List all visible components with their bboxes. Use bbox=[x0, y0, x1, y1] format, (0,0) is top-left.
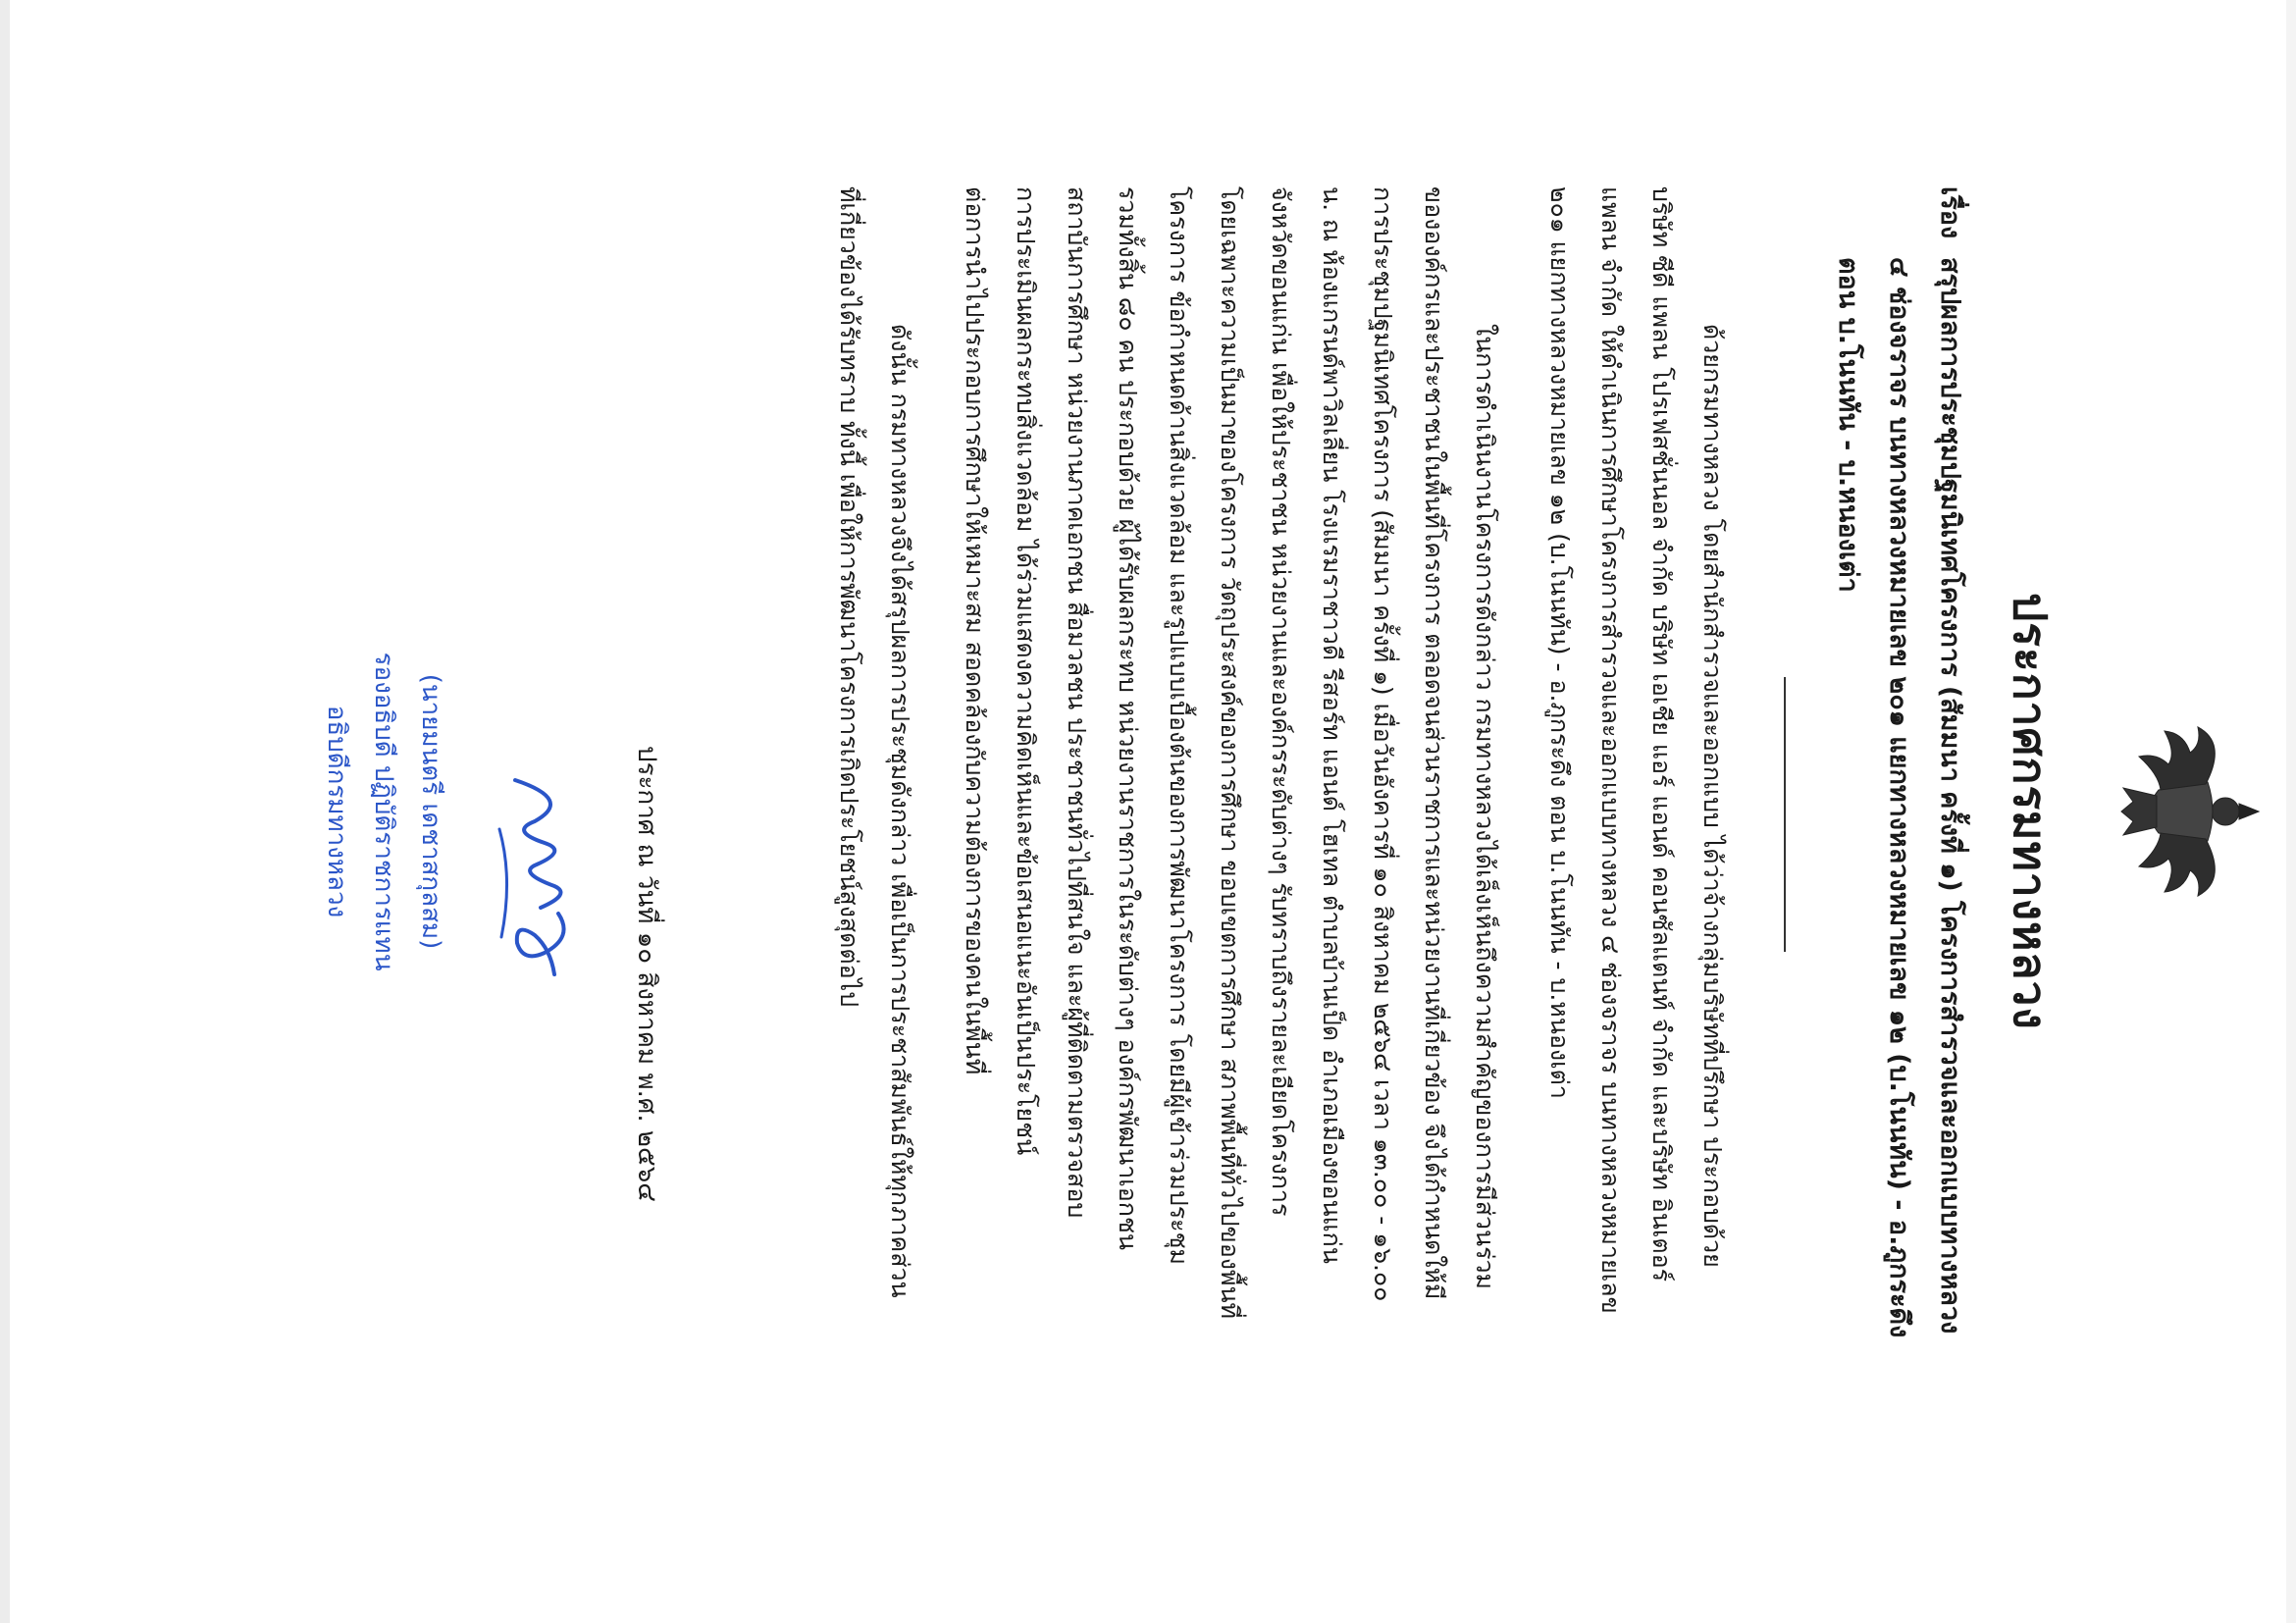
body-line: ที่เกี่ยวข้องได้รับทราบ ทั้งนี้ เพื่อให้การพัฒนาโครงการเกิดประโยชน์สูงสุดต่อไป bbox=[835, 186, 863, 1008]
subject-line: ๔ ช่องจราจร บนทางหลวงหมายเลข ๒๐๑ แยกทางหลวงหมายเลข ๑๒ (บ.โนนทัน) - อ.ภูกระดึง bbox=[1884, 257, 1914, 1338]
body-line: ด้วยกรมทางหลวง โดยสำนักสำรวจและออกแบบ ได้ว่าจ้างกลุ่มบริษัทที่ปรึกษา ประกอบด้วย bbox=[1698, 324, 1727, 1268]
page-title: ประกาศกรมทางหลวง bbox=[2004, 593, 2057, 1030]
scan-edge-top bbox=[2286, 0, 2296, 1623]
body-line: รวมทั้งสิ้น ๘๐ คน ประกอบด้วย ผู้ได้รับผลกระทบ หน่วยงานราชการในระดับต่างๆ องค์กรพัฒนาเอกชน bbox=[1114, 186, 1142, 1250]
issue-date: ประกาศ ณ วันที่ ๑๐ สิงหาคม พ.ศ. ๒๕๖๔ bbox=[632, 746, 661, 1202]
divider-rule bbox=[1784, 677, 1786, 952]
body-line: แพลน จำกัด ให้ดำเนินการศึกษาโครงการสำรวจและออกแบบทางหลวง ๔ ช่องจราจร บนทางหลวงหมายเลข bbox=[1596, 186, 1625, 1314]
scan-edge-bottom bbox=[0, 0, 10, 1623]
subject-label: เรื่อง bbox=[1935, 186, 1965, 239]
subject-line: ตอน บ.โนนทัน - บ.หนองเต่า bbox=[1833, 257, 1863, 593]
body-line: การประชุมปฐมนิเทศโครงการ (สัมมนา ครั้งที่ ๑) เมื่อวันอังคารที่ ๑๐ สิงหาคม ๒๕๖๔ เวลา ๑๓.๐๐ - ๑๖.๐๐ bbox=[1369, 186, 1397, 1302]
body-line: บริษัท ซีดี แพลน โปรเฟสชั่นนอล จำกัด บริษัท เอเชีย แอร์ แอนด์ คอนซัลแตนท์ จำกัด และบริษัท อินเตอร์ bbox=[1647, 186, 1676, 1283]
body-line: ต่อการนำไปประกอบการศึกษาให้เหมาะสม สอดคล้องกับความต้องการของคนในพื้นที่ bbox=[961, 186, 989, 1075]
body-line: ขององค์กรและประชาชนในพื้นที่โครงการ ตลอดจนส่วนราชการและหน่วยงานที่เกี่ยวข้อง จึงได้กำหนดให้มี bbox=[1420, 186, 1448, 1300]
handwritten-signature bbox=[486, 770, 594, 986]
signer-title: อธิบดีกรมทางหลวง bbox=[322, 705, 351, 918]
subject-line: สรุปผลการประชุมปฐมนิเทศโครงการ (สัมมนา ครั้งที่ ๑) โครงการสำรวจและออกแบบทางหลวง bbox=[1935, 257, 1965, 1335]
signer-name: (นายมนตรี เดชาสกุลสม) bbox=[416, 673, 445, 950]
body-line: จังหวัดขอนแก่น เพื่อให้ประชาชน หน่วยงานและองค์กรระดับต่างๆ รับทราบถึงรายละเอียดโครงการ bbox=[1267, 186, 1295, 1217]
body-line: สถาบันการศึกษา หน่วยงานภาคเอกชน สื่อมวลชน ประชาชนทั่วไปที่สนใจ และผู้ที่ติดตามตรวจสอบ bbox=[1063, 186, 1091, 1219]
body-line: โดยเฉพาะความเป็นมาของโครงการ วัตถุประสงค์ของการศึกษา ขอบเขตการศึกษา สภาพพื้นที่ทั่วไปของพื้นที่ bbox=[1216, 186, 1244, 1320]
body-line: ๒๐๑ แยกทางหลวงหมายเลข ๑๒ (บ.โนนทัน) - อ.ภูกระดึง ตอน บ.โนนทัน - บ.หนองเต่า bbox=[1545, 186, 1574, 1099]
body-line: การประเมินผลกระทบสิ่งแวดล้อม ได้ร่วมแสดงความคิดเห็นและข้อเสนอแนะอันเป็นประโยชน์ bbox=[1012, 186, 1040, 1156]
body-line: ดังนั้น กรมทางหลวงจึงได้สรุปผลการประชุมดังกล่าว เพื่อเป็นการประชาสัมพันธ์ให้ทุกภาคส่วน bbox=[886, 324, 914, 1298]
body-line: ในการดำเนินงานโครงการดังกล่าว กรมทางหลวงได้เล็งเห็นถึงความสำคัญของการมีส่วนร่วม bbox=[1471, 324, 1499, 1290]
body-line: โครงการ ข้อกำหนดด้านสิ่งแวดล้อม และรูปแบบเบื้องต้นของการพัฒนาโครงการ โดยมีผู้เข้าร่วมประชุม bbox=[1165, 186, 1193, 1266]
body-line: น. ณ ห้องแกรนด์พาวิลเลี่ยน โรงแรมราชาวดี รีสอร์ท แอนด์ โฮเทล ตำบลบ้านเป็ด อำเภอเมืองขอนแก่น bbox=[1318, 186, 1346, 1264]
signer-title: รองอธิบดี ปฏิบัติราชการแทน bbox=[369, 652, 398, 971]
garuda-emblem-icon bbox=[2119, 723, 2267, 900]
